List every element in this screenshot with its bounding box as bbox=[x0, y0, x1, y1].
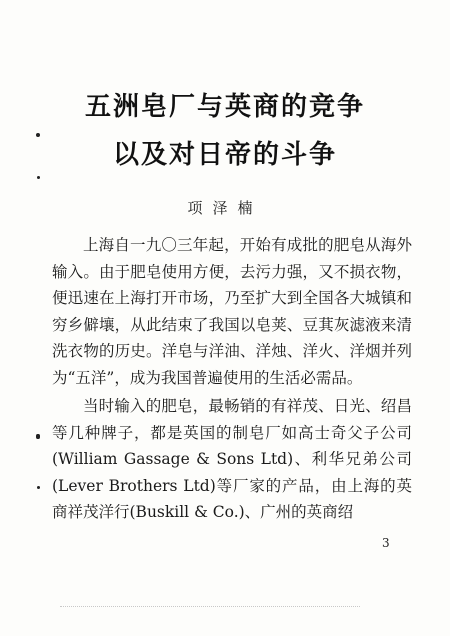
chapter-title-line-2: 以及对日帝的斗争 bbox=[112, 140, 337, 170]
scan-artifact bbox=[60, 606, 360, 608]
page-number: 3 bbox=[382, 536, 390, 550]
paragraph: 当时输入的肥皂，最畅销的有祥茂、日光、绍昌等几种牌子，都是英国的制皂厂如高士奇父子公司(William Gassage & Sons Ltd)、利华兄弟公司(Lever Brothers Ltd)等厂家的产品，由上海的英商祥茂洋行(Buskill & Co.)、广州的英商绍 bbox=[52, 397, 412, 521]
body-text bbox=[52, 232, 412, 526]
author-name: 项泽楠 bbox=[187, 199, 263, 217]
margin-mark bbox=[37, 486, 40, 489]
paragraph: 上海自一九〇三年起，开始有成批的肥皂从海外输入。由于肥皂使用方便，去污力强，又不损衣物，便迅速在上海打开市场，乃至扩大到全国各大城镇和穷乡僻壤，从此结束了我国以皂荚、豆萁灰滤液来清洗衣物的历史。洋皂与洋油、洋烛、洋火、洋烟并列为“五洋”，成为我国普遍使用的生活必需品。 bbox=[52, 236, 412, 387]
margin-mark bbox=[36, 434, 40, 439]
chapter-title-line-1: 五洲皂厂与英商的竞争 bbox=[84, 92, 365, 122]
margin-mark bbox=[36, 133, 40, 137]
margin-mark bbox=[37, 176, 40, 179]
